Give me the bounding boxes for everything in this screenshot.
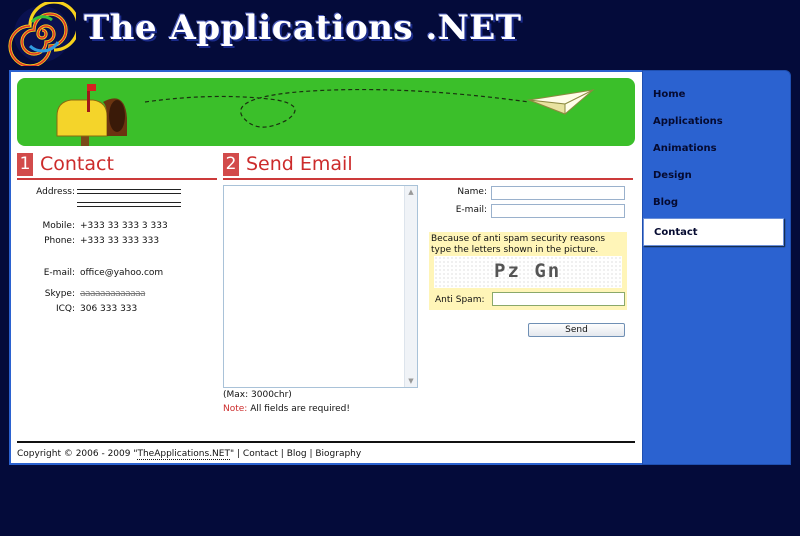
email-field-label: E-mail: xyxy=(455,205,487,215)
mailbox-airplane-illustration xyxy=(17,78,635,146)
send-button[interactable]: Send xyxy=(528,323,625,337)
phone-value: +333 33 333 333 xyxy=(80,236,160,246)
footer: Copyright © 2006 - 2009 "TheApplications.NET" | Contact | Blog | Biography xyxy=(17,449,362,459)
address-line xyxy=(77,202,181,207)
banner xyxy=(17,78,635,146)
contact-section-heading xyxy=(17,153,217,180)
skype-value: aaaaaaaaaaaaa xyxy=(80,289,146,299)
email-value[interactable]: office@yahoo.com xyxy=(80,268,164,278)
address-line xyxy=(77,189,181,194)
mobile-value: +333 33 333 3 333 xyxy=(80,221,168,231)
antispam-label: Anti Spam: xyxy=(435,295,485,305)
address-label: Address: xyxy=(36,187,75,197)
main-content xyxy=(9,70,642,465)
mobile-label: Mobile: xyxy=(42,221,75,231)
phone-label: Phone: xyxy=(44,236,75,246)
scroll-up-icon[interactable]: ▲ xyxy=(408,188,414,196)
icq-value: 306 333 333 xyxy=(80,304,138,314)
site-title[interactable]: The Applications .NET xyxy=(84,8,522,48)
footer-link-blog[interactable]: Blog xyxy=(286,449,307,459)
nav-item-contact[interactable]: Contact xyxy=(643,218,784,246)
email-input[interactable] xyxy=(491,204,625,218)
name-label: Name: xyxy=(457,187,487,197)
skype-label: Skype: xyxy=(44,289,75,299)
scroll-down-icon[interactable]: ▼ xyxy=(408,377,414,385)
footer-divider xyxy=(17,441,635,443)
message-textarea[interactable] xyxy=(223,185,418,388)
copyright-text: Copyright © 2006 - 2009 " xyxy=(17,449,138,459)
section-number: 1 xyxy=(17,153,33,176)
nav-item-design[interactable]: Design xyxy=(653,170,692,181)
antispam-input[interactable] xyxy=(492,292,625,306)
section-title: Send Email xyxy=(246,153,353,175)
send-email-section-heading xyxy=(223,153,633,180)
footer-site-link[interactable]: TheApplications.NET xyxy=(137,449,230,459)
nav-item-applications[interactable]: Applications xyxy=(653,116,723,127)
note-text: All fields are required! xyxy=(250,404,350,414)
note-label: Note: xyxy=(223,404,248,414)
captcha-image xyxy=(434,256,622,288)
footer-link-biography[interactable]: Biography xyxy=(315,449,362,459)
nav-item-blog[interactable]: Blog xyxy=(653,197,679,208)
anti-spam-box xyxy=(429,232,627,310)
email-label: E-mail: xyxy=(43,268,75,278)
nav-item-home[interactable]: Home xyxy=(653,89,686,100)
max-chars-note: (Max: 3000chr) xyxy=(223,390,292,400)
section-title: Contact xyxy=(40,153,114,175)
captcha-text: Pz Gn xyxy=(494,260,562,282)
icq-label: ICQ: xyxy=(55,304,75,314)
nav-item-animations[interactable]: Animations xyxy=(653,143,717,154)
name-input[interactable] xyxy=(491,186,625,200)
required-note xyxy=(223,404,350,414)
footer-link-contact[interactable]: Contact xyxy=(242,449,278,459)
site-header xyxy=(0,0,800,70)
spam-notice: Because of anti spam security reasons type the letters shown in the picture. xyxy=(431,234,606,255)
section-number: 2 xyxy=(223,153,239,176)
textarea-scrollbar[interactable] xyxy=(404,186,417,387)
footer-quote-end: " | xyxy=(229,449,241,459)
sidebar-nav xyxy=(642,70,791,465)
swirl-logo-icon[interactable] xyxy=(8,2,76,66)
